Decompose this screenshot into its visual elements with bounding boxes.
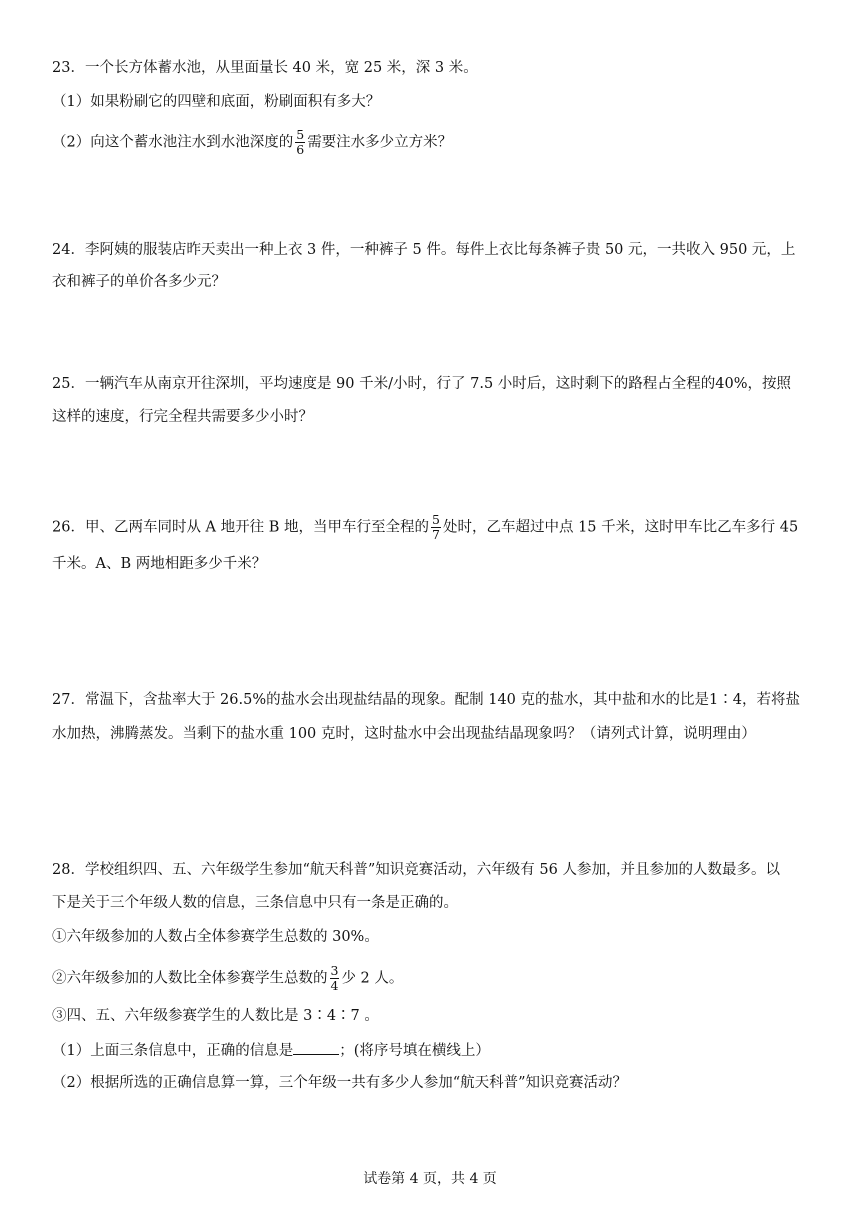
q27-line1: 27．常温下，含盐率大于 26.5%的盐水会出现盐结晶的现象。配制 140 克的盐水，其中盐和水的比是1∶4，若将盐 <box>52 692 800 708</box>
q28-info2-text-b: 少 2 人。 <box>341 970 404 987</box>
fraction-three-quarters <box>330 964 340 993</box>
q28-part1 <box>52 1040 490 1061</box>
fraction-five-sevenths <box>431 513 441 542</box>
q26-line2: 千米。A、B 两地相距多少千米？ <box>52 556 267 572</box>
q24-line1: 24．李阿姨的服装店昨天卖出一种上衣 3 件，一种裤子 5 件。每件上衣比每条裤子贵 50 元，一共收入 950 元，上 <box>52 242 796 258</box>
q28-info1: ①六年级参加的人数占全体参赛学生总数的 30%。 <box>52 929 379 945</box>
q26-line1 <box>52 513 798 542</box>
q27-line2: 水加热，沸腾蒸发。当剩下的盐水重 100 克时，这时盐水中会出现盐结晶现象吗？（请列式计算，说明理由） <box>52 726 756 742</box>
q23-part1: （1）如果粉刷它的四壁和底面，粉刷面积有多大？ <box>52 94 381 110</box>
q23-part2-text-a: （2）向这个蓄水池注水到水池深度的 <box>52 134 294 151</box>
q28-info2 <box>52 964 403 993</box>
fraction-five-sixths <box>295 128 305 157</box>
q28-line1: 28．学校组织四、五、六年级学生参加“航天科普”知识竞赛活动，六年级有 56 人参加，并且参加的人数最多。以 <box>52 862 780 878</box>
fraction-numerator: 5 <box>296 127 305 142</box>
q28-info3: ③四、五、六年级参赛学生的人数比是 3∶4∶7 。 <box>52 1008 379 1024</box>
page-footer: 试卷第 4 页，共 4 页 <box>363 1171 497 1187</box>
q28-info2-text-a: ②六年级参加的人数比全体参赛学生总数的 <box>52 970 328 987</box>
q23-stem: 23．一个长方体蓄水池，从里面量长 40 米，宽 25 米，深 3 米。 <box>52 60 478 76</box>
q28-line2: 下是关于三个年级人数的信息，三条信息中只有一条是正确的。 <box>52 895 458 911</box>
q26-text-b: 处时，乙车超过中点 15 千米，这时甲车比乙车多行 45 <box>442 519 799 536</box>
q23-part2-text-b: 需要注水多少立方米？ <box>307 134 453 151</box>
q26-text-a: 26．甲、乙两车同时从 A 地开往 B 地，当甲车行至全程的 <box>52 519 430 536</box>
q25-line2: 这样的速度，行完全程共需要多少小时？ <box>52 409 313 425</box>
fraction-numerator: 5 <box>432 512 440 527</box>
q23-part2 <box>52 128 452 157</box>
fraction-denominator: 6 <box>296 142 305 157</box>
q25-line1: 25．一辆汽车从南京开往深圳，平均速度是 90 千米/小时，行了 7.5 小时后，这时剩下的路程占全程的40%，按照 <box>52 376 792 392</box>
q24-line2: 衣和裤子的单价各多少元？ <box>52 274 226 290</box>
q28-part1-text-b: ；(将序号填在横线上） <box>339 1043 490 1059</box>
q28-part1-text-a: （1）上面三条信息中，正确的信息是 <box>52 1043 294 1059</box>
fraction-denominator: 7 <box>432 527 440 542</box>
fraction-numerator: 3 <box>330 963 339 978</box>
q28-part2: （2）根据所选的正确信息算一算，三个年级一共有多少人参加“航天科普”知识竞赛活动？ <box>52 1075 628 1091</box>
fraction-denominator: 4 <box>330 978 339 993</box>
answer-blank[interactable] <box>293 1040 339 1055</box>
